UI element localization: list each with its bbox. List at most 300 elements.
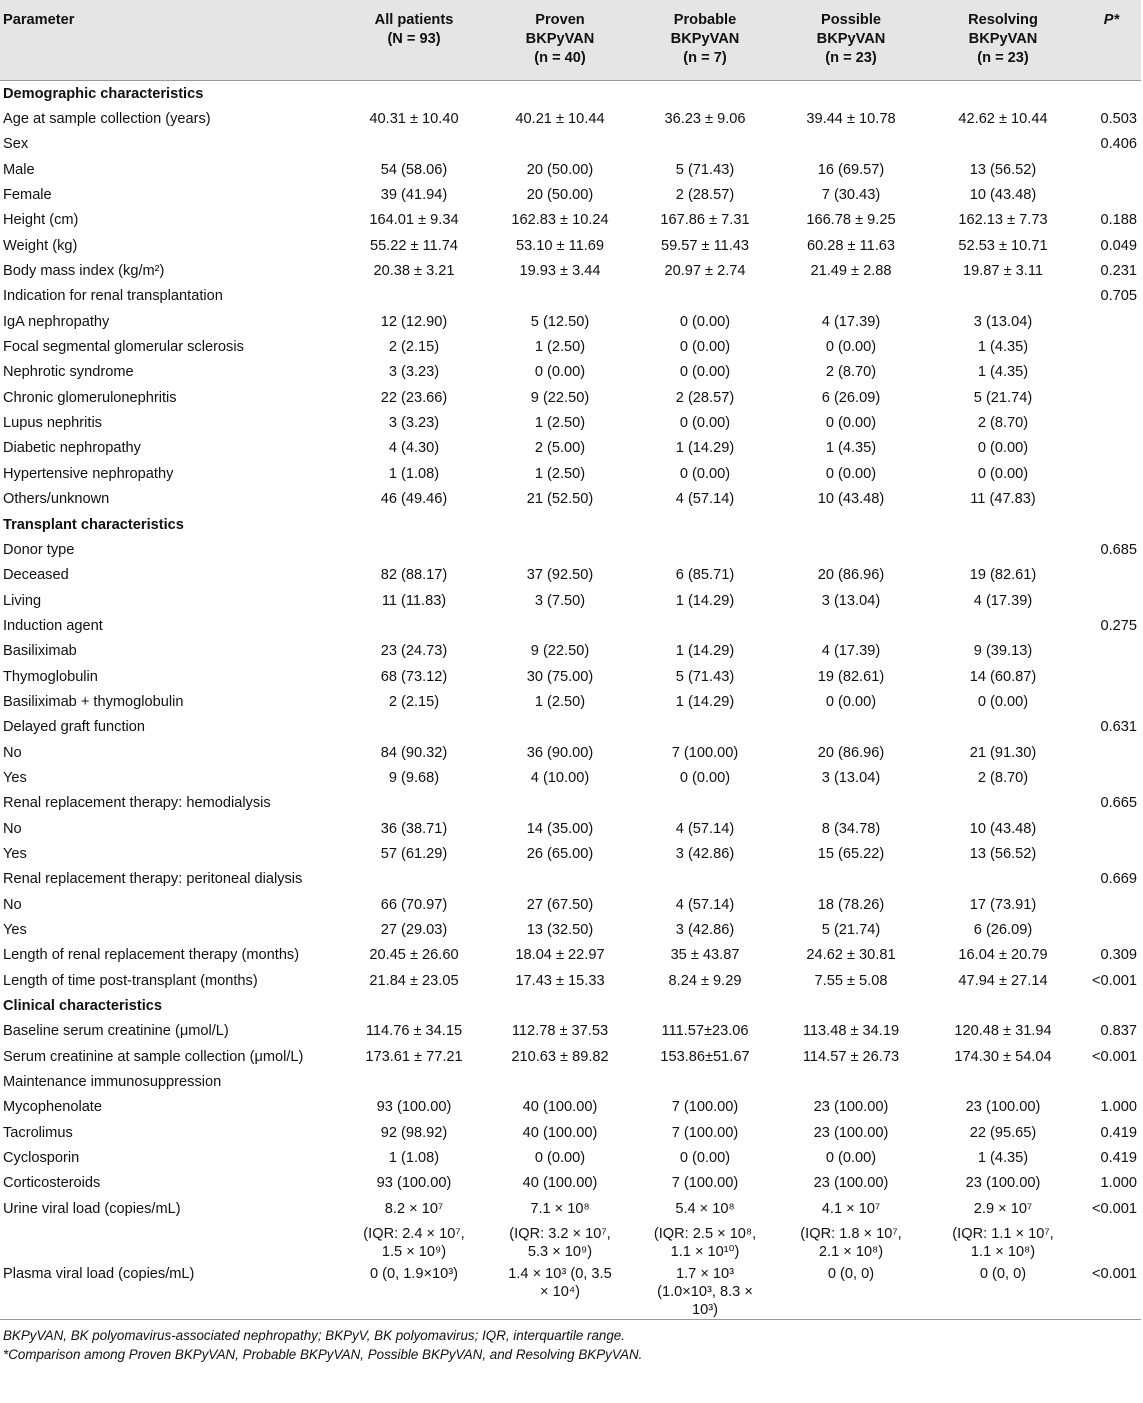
table-row bbox=[0, 867, 1141, 892]
value-cell: 11 (11.83) bbox=[381, 592, 447, 609]
value-line: (IQR: 1.1 × 10⁷, bbox=[952, 1226, 1054, 1243]
value-cell: 40.21 ± 10.44 bbox=[515, 111, 605, 128]
value-cell: 46 (49.46) bbox=[380, 491, 448, 508]
value-cell: 19.87 ± 3.11 bbox=[963, 263, 1043, 280]
p-value-cell bbox=[1082, 157, 1141, 182]
value-cell: 111.57±23.06 bbox=[661, 1023, 749, 1040]
parameter-cell: Yes bbox=[3, 922, 27, 939]
value-cell: 68 (73.12) bbox=[380, 668, 448, 685]
value-cell: 0 (0.00) bbox=[534, 1150, 586, 1167]
value-cell: 4 (57.14) bbox=[675, 820, 735, 837]
value-cell: 1 (4.35) bbox=[825, 440, 877, 457]
value-cell: 2 (8.70) bbox=[825, 364, 877, 381]
value-line: 1.7 × 10³ bbox=[675, 1266, 734, 1283]
value-cell: 4 (57.14) bbox=[675, 896, 735, 913]
value-cell: 84 (90.32) bbox=[380, 744, 448, 761]
section-header-row bbox=[0, 993, 1141, 1018]
parameter-cell: Nephrotic syndrome bbox=[3, 364, 134, 381]
table-row bbox=[0, 968, 1141, 993]
value-cell bbox=[632, 613, 778, 638]
value-line: 2.1 × 10⁸) bbox=[818, 1244, 884, 1261]
value-cell: 36.23 ± 9.06 bbox=[664, 111, 746, 128]
parameter-cell: Urine viral load (copies/mL) bbox=[3, 1200, 181, 1217]
value-cell: 3 (3.23) bbox=[388, 364, 440, 381]
table-row bbox=[0, 334, 1141, 359]
p-value-cell: 0.705 bbox=[1100, 288, 1137, 305]
value-cell: 17.43 ± 15.33 bbox=[515, 972, 605, 989]
value-cell: 40.31 ± 10.40 bbox=[369, 111, 459, 128]
value-cell: 0 (0.00) bbox=[679, 465, 731, 482]
value-cell: 22 (95.65) bbox=[969, 1124, 1037, 1141]
footnote-comparison: *Comparison among Proven BKPyVAN, Probable BKPyVAN, Possible BKPyVAN, and Resolving BKPyVAN. bbox=[3, 1347, 643, 1363]
value-cell: 0 (0.00) bbox=[679, 313, 731, 330]
value-cell: 26 (65.00) bbox=[526, 845, 594, 862]
p-value-cell bbox=[1082, 309, 1141, 334]
value-cell: 13 (32.50) bbox=[526, 922, 594, 939]
value-line: (IQR: 3.2 × 10⁷, bbox=[509, 1226, 611, 1243]
table-row bbox=[0, 1044, 1141, 1069]
table-row bbox=[0, 1019, 1141, 1044]
value-cell: 0 (0.00) bbox=[679, 364, 731, 381]
value-cell: 36 (38.71) bbox=[380, 820, 448, 837]
p-value-cell bbox=[1082, 461, 1141, 486]
table-row bbox=[0, 233, 1141, 258]
value-cell: 20 (86.96) bbox=[817, 744, 885, 761]
value-cell: 8.24 ± 9.29 bbox=[668, 972, 742, 989]
table-row bbox=[0, 689, 1141, 714]
p-value-cell bbox=[1082, 1221, 1141, 1261]
footnote-abbreviations: BKPyVAN, BK polyomavirus-associated nephropathy; BKPyV, BK polyomavirus; IQR, interquartile range. bbox=[3, 1328, 625, 1344]
table-row bbox=[0, 841, 1141, 866]
value-cell: 20 (50.00) bbox=[526, 161, 594, 178]
value-cell bbox=[632, 1221, 778, 1261]
value-cell bbox=[340, 132, 488, 157]
parameter-cell: Maintenance immunosuppression bbox=[3, 1074, 222, 1091]
value-cell: 1 (2.50) bbox=[534, 693, 586, 710]
p-value-cell bbox=[1082, 664, 1141, 689]
value-line: (IQR: 2.5 × 10⁸, bbox=[653, 1226, 757, 1243]
header-probable bbox=[632, 0, 778, 81]
table-row bbox=[0, 157, 1141, 182]
p-value-cell bbox=[1082, 816, 1141, 841]
table-footnotes bbox=[0, 1320, 1143, 1364]
value-cell: 120.48 ± 31.94 bbox=[954, 1023, 1052, 1040]
value-cell bbox=[488, 791, 632, 816]
value-cell: 0 (0.00) bbox=[679, 415, 731, 432]
value-cell: 164.01 ± 9.34 bbox=[369, 212, 459, 229]
header-proven bbox=[488, 0, 632, 81]
value-cell: 4 (17.39) bbox=[973, 592, 1033, 609]
table-row bbox=[0, 182, 1141, 207]
value-cell: 23 (100.00) bbox=[965, 1175, 1041, 1192]
value-cell: 3 (13.04) bbox=[973, 313, 1033, 330]
parameter-cell: Deceased bbox=[3, 567, 69, 584]
p-value-cell: 0.669 bbox=[1100, 871, 1137, 888]
parameter-cell: Basiliximab + thymoglobulin bbox=[3, 693, 184, 710]
header-possible bbox=[778, 0, 924, 81]
parameter-cell: Serum creatinine at sample collection (μmol/L) bbox=[3, 1048, 304, 1065]
header-line: BKPyVAN bbox=[968, 31, 1038, 47]
value-cell: 7 (100.00) bbox=[671, 744, 739, 761]
parameter-cell: Weight (kg) bbox=[3, 237, 78, 254]
value-cell bbox=[778, 1261, 924, 1320]
parameter-cell: Mycophenolate bbox=[3, 1099, 102, 1116]
value-cell: 66 (70.97) bbox=[380, 896, 448, 913]
value-cell: 1 (14.29) bbox=[675, 440, 735, 457]
parameter-cell: Yes bbox=[3, 769, 27, 786]
header-line: Possible bbox=[820, 12, 882, 28]
value-cell: 113.48 ± 34.19 bbox=[802, 1023, 900, 1040]
value-cell: 39.44 ± 10.78 bbox=[806, 111, 896, 128]
value-cell: 2.9 × 10⁷ bbox=[973, 1200, 1033, 1217]
table-row bbox=[0, 208, 1141, 233]
value-cell bbox=[340, 1221, 488, 1261]
value-cell: 13 (56.52) bbox=[969, 845, 1037, 862]
p-value-cell: 0.665 bbox=[1100, 795, 1137, 812]
value-cell: 10 (43.48) bbox=[969, 187, 1037, 204]
value-cell: 4 (4.30) bbox=[388, 440, 440, 457]
value-cell: 82 (88.17) bbox=[380, 567, 448, 584]
p-value-cell: 0.503 bbox=[1100, 111, 1137, 128]
value-cell: 7.55 ± 5.08 bbox=[814, 972, 888, 989]
table-row bbox=[0, 1069, 1141, 1094]
value-cell: 0 (0.00) bbox=[825, 1150, 877, 1167]
table-header-row bbox=[0, 0, 1141, 81]
value-cell: 4 (57.14) bbox=[675, 491, 735, 508]
value-line: 0 (0, 0) bbox=[979, 1266, 1027, 1283]
value-cell: 7 (100.00) bbox=[671, 1099, 739, 1116]
p-value-cell bbox=[1082, 436, 1141, 461]
value-cell: 21 (52.50) bbox=[526, 491, 594, 508]
value-cell: 22 (23.66) bbox=[380, 389, 448, 406]
p-value-cell: 0.275 bbox=[1100, 617, 1137, 634]
header-line: (n = 23) bbox=[977, 50, 1029, 66]
value-cell: 23 (24.73) bbox=[380, 643, 448, 660]
p-value-cell: 0.631 bbox=[1100, 719, 1137, 736]
value-cell: 27 (67.50) bbox=[526, 896, 594, 913]
value-cell: 1 (4.35) bbox=[977, 1150, 1029, 1167]
value-cell: 21.49 ± 2.88 bbox=[810, 263, 892, 280]
value-cell: 0 (0.00) bbox=[977, 440, 1029, 457]
parameter-cell: No bbox=[3, 820, 22, 837]
value-cell: 5 (21.74) bbox=[821, 922, 881, 939]
section-title: Transplant characteristics bbox=[3, 516, 184, 533]
value-cell: 1 (2.50) bbox=[534, 415, 586, 432]
p-value-cell: 0.049 bbox=[1100, 237, 1137, 254]
value-cell: 1 (14.29) bbox=[675, 643, 735, 660]
table-row bbox=[0, 1261, 1141, 1320]
parameter-cell bbox=[0, 1221, 340, 1261]
value-cell: 162.13 ± 7.73 bbox=[958, 212, 1048, 229]
value-cell: 0 (0.00) bbox=[825, 415, 877, 432]
parameter-cell: Renal replacement therapy: hemodialysis bbox=[3, 795, 271, 812]
value-cell bbox=[924, 1069, 1082, 1094]
value-cell: 19 (82.61) bbox=[817, 668, 885, 685]
table-row bbox=[0, 537, 1141, 562]
value-cell bbox=[778, 715, 924, 740]
p-value-cell bbox=[1082, 334, 1141, 359]
table-row bbox=[0, 487, 1141, 512]
value-cell: 1 (2.50) bbox=[534, 465, 586, 482]
value-cell: 5.4 × 10⁸ bbox=[675, 1200, 735, 1217]
value-cell: 23 (100.00) bbox=[813, 1124, 889, 1141]
value-cell: 2 (5.00) bbox=[534, 440, 586, 457]
value-cell: 55.22 ± 11.74 bbox=[369, 237, 459, 254]
value-cell: 1 (14.29) bbox=[675, 592, 735, 609]
value-cell bbox=[924, 791, 1082, 816]
parameter-cell: Others/unknown bbox=[3, 491, 110, 508]
value-cell: 23 (100.00) bbox=[965, 1099, 1041, 1116]
value-cell: 20 (86.96) bbox=[817, 567, 885, 584]
value-cell: 5 (12.50) bbox=[530, 313, 590, 330]
value-cell: 2 (28.57) bbox=[675, 389, 735, 406]
value-cell: 15 (65.22) bbox=[817, 845, 885, 862]
value-cell: 4.1 × 10⁷ bbox=[821, 1200, 881, 1217]
parameter-cell: Baseline serum creatinine (μmol/L) bbox=[3, 1023, 229, 1040]
p-value-cell: 1.000 bbox=[1100, 1175, 1137, 1192]
value-cell: 9 (22.50) bbox=[530, 643, 590, 660]
p-value-cell bbox=[1082, 487, 1141, 512]
table-row bbox=[0, 284, 1141, 309]
value-cell: 9 (9.68) bbox=[388, 769, 440, 786]
table-row bbox=[0, 715, 1141, 740]
value-cell: 5 (21.74) bbox=[973, 389, 1033, 406]
value-cell bbox=[488, 284, 632, 309]
parameter-cell: Female bbox=[3, 187, 52, 204]
value-line: 10³) bbox=[692, 1302, 718, 1319]
value-cell: 6 (85.71) bbox=[675, 567, 735, 584]
value-cell: 10 (43.48) bbox=[817, 491, 885, 508]
value-cell bbox=[340, 284, 488, 309]
value-cell: 173.61 ± 77.21 bbox=[365, 1048, 463, 1065]
table-row bbox=[0, 816, 1141, 841]
value-cell bbox=[340, 715, 488, 740]
table-row bbox=[0, 639, 1141, 664]
p-value-cell bbox=[1082, 410, 1141, 435]
value-cell: 93 (100.00) bbox=[376, 1175, 452, 1192]
p-value-cell: <0.001 bbox=[1082, 1261, 1141, 1320]
value-cell: 2 (28.57) bbox=[675, 187, 735, 204]
table-row bbox=[0, 613, 1141, 638]
value-cell bbox=[778, 791, 924, 816]
value-cell: 3 (7.50) bbox=[534, 592, 586, 609]
value-cell: 1 (2.50) bbox=[534, 339, 586, 356]
value-cell: 0 (0.00) bbox=[825, 465, 877, 482]
value-cell: 4 (17.39) bbox=[821, 643, 881, 660]
value-cell: 92 (98.92) bbox=[380, 1124, 448, 1141]
value-cell: 2 (8.70) bbox=[977, 415, 1029, 432]
parameter-cell: Length of renal replacement therapy (months) bbox=[3, 947, 300, 964]
p-value-cell bbox=[1082, 385, 1141, 410]
value-cell: 0 (0.00) bbox=[534, 364, 586, 381]
section-header-row bbox=[0, 512, 1141, 537]
value-cell bbox=[778, 1069, 924, 1094]
value-cell: 40 (100.00) bbox=[522, 1175, 598, 1192]
value-cell: 18 (78.26) bbox=[817, 896, 885, 913]
p-value-cell: 0.406 bbox=[1100, 136, 1137, 153]
value-cell: 21.84 ± 23.05 bbox=[369, 972, 459, 989]
p-value-cell bbox=[1082, 588, 1141, 613]
p-value-cell bbox=[1082, 689, 1141, 714]
table-row bbox=[0, 588, 1141, 613]
p-value-cell bbox=[1082, 917, 1141, 942]
value-cell bbox=[340, 613, 488, 638]
table-body bbox=[0, 81, 1141, 1320]
value-cell: 10 (43.48) bbox=[969, 820, 1037, 837]
value-cell: 59.57 ± 11.43 bbox=[660, 237, 750, 254]
value-line: × 10⁴) bbox=[540, 1284, 580, 1301]
table-row bbox=[0, 917, 1141, 942]
table-row bbox=[0, 258, 1141, 283]
parameter-cell: Cyclosporin bbox=[3, 1150, 80, 1167]
value-cell bbox=[924, 1261, 1082, 1320]
parameter-cell: Renal replacement therapy: peritoneal dialysis bbox=[3, 871, 303, 888]
p-value-cell bbox=[1082, 360, 1141, 385]
value-cell bbox=[340, 791, 488, 816]
value-line: 5.3 × 10⁹) bbox=[527, 1244, 593, 1261]
value-cell: 0 (0.00) bbox=[977, 693, 1029, 710]
value-cell: 7 (100.00) bbox=[671, 1175, 739, 1192]
value-cell bbox=[778, 867, 924, 892]
header-all-patients bbox=[340, 0, 488, 81]
p-value-cell: 0.231 bbox=[1100, 263, 1137, 280]
value-cell bbox=[340, 1069, 488, 1094]
table-row bbox=[0, 943, 1141, 968]
table-row bbox=[0, 740, 1141, 765]
header-resolving bbox=[924, 0, 1082, 81]
value-cell bbox=[778, 537, 924, 562]
value-cell: 27 (29.03) bbox=[380, 922, 448, 939]
value-cell: 39 (41.94) bbox=[380, 187, 448, 204]
table-row bbox=[0, 385, 1141, 410]
header-line: BKPyVAN bbox=[816, 31, 886, 47]
value-cell: 53.10 ± 11.69 bbox=[515, 237, 605, 254]
value-cell bbox=[778, 284, 924, 309]
value-cell: 1 (1.08) bbox=[388, 465, 440, 482]
value-cell: 0 (0.00) bbox=[825, 339, 877, 356]
parameter-cell: Length of time post-transplant (months) bbox=[3, 972, 258, 989]
p-value-cell bbox=[1082, 1069, 1141, 1094]
p-value-cell bbox=[1082, 639, 1141, 664]
value-cell: 20.38 ± 3.21 bbox=[373, 263, 455, 280]
value-cell: 47.94 ± 27.14 bbox=[958, 972, 1048, 989]
value-cell: 162.83 ± 10.24 bbox=[511, 212, 609, 229]
table-row bbox=[0, 765, 1141, 790]
table-row bbox=[0, 461, 1141, 486]
value-cell: 16.04 ± 20.79 bbox=[958, 947, 1048, 964]
value-cell: 30 (75.00) bbox=[526, 668, 594, 685]
p-value-cell bbox=[1082, 182, 1141, 207]
table-row bbox=[0, 791, 1141, 816]
header-line: All patients bbox=[374, 12, 454, 28]
value-cell bbox=[632, 132, 778, 157]
value-cell bbox=[632, 1069, 778, 1094]
value-cell bbox=[488, 1221, 632, 1261]
parameter-cell: Tacrolimus bbox=[3, 1124, 73, 1141]
value-cell: 21 (91.30) bbox=[969, 744, 1037, 761]
value-cell: 57 (61.29) bbox=[380, 845, 448, 862]
parameter-cell: Living bbox=[3, 592, 42, 609]
value-cell: 6 (26.09) bbox=[973, 922, 1033, 939]
table-row bbox=[0, 1171, 1141, 1196]
value-cell: 13 (56.52) bbox=[969, 161, 1037, 178]
value-cell: 1 (4.35) bbox=[977, 339, 1029, 356]
parameter-cell: Donor type bbox=[3, 541, 75, 558]
value-cell: 18.04 ± 22.97 bbox=[515, 947, 605, 964]
value-cell: 24.62 ± 30.81 bbox=[806, 947, 896, 964]
p-value-cell: <0.001 bbox=[1091, 972, 1137, 989]
parameter-cell: Height (cm) bbox=[3, 212, 79, 229]
value-cell bbox=[488, 867, 632, 892]
value-cell: 16 (69.57) bbox=[817, 161, 885, 178]
section-title: Clinical characteristics bbox=[3, 998, 162, 1015]
header-line: Proven bbox=[535, 12, 585, 28]
parameter-cell: Yes bbox=[3, 845, 27, 862]
value-cell: 9 (22.50) bbox=[530, 389, 590, 406]
value-cell: 2 (2.15) bbox=[388, 339, 440, 356]
value-cell: 0 (0.00) bbox=[977, 465, 1029, 482]
value-cell: 12 (12.90) bbox=[380, 313, 448, 330]
p-value-cell bbox=[1082, 841, 1141, 866]
p-value-cell bbox=[1082, 892, 1141, 917]
header-line: (n = 40) bbox=[534, 50, 586, 66]
value-line: 1.1 × 10⁸) bbox=[970, 1244, 1036, 1261]
value-cell bbox=[340, 537, 488, 562]
value-cell: 1 (1.08) bbox=[388, 1150, 440, 1167]
value-cell: 114.76 ± 34.15 bbox=[365, 1023, 463, 1040]
value-cell: 93 (100.00) bbox=[376, 1099, 452, 1116]
p-value-cell bbox=[1082, 740, 1141, 765]
value-cell: 37 (92.50) bbox=[526, 567, 594, 584]
table-row bbox=[0, 106, 1141, 131]
value-cell: 6 (26.09) bbox=[821, 389, 881, 406]
value-cell: 210.63 ± 89.82 bbox=[511, 1048, 609, 1065]
header-line: BKPyVAN bbox=[525, 31, 595, 47]
value-cell bbox=[488, 613, 632, 638]
value-cell bbox=[924, 284, 1082, 309]
table-row bbox=[0, 563, 1141, 588]
value-cell bbox=[488, 1069, 632, 1094]
value-cell bbox=[924, 537, 1082, 562]
p-value-cell: <0.001 bbox=[1091, 1048, 1137, 1065]
value-cell: 52.53 ± 10.71 bbox=[958, 237, 1048, 254]
parameter-cell: Induction agent bbox=[3, 617, 103, 634]
value-cell bbox=[924, 867, 1082, 892]
value-cell: 3 (13.04) bbox=[821, 592, 881, 609]
value-cell bbox=[924, 132, 1082, 157]
p-value-cell bbox=[1082, 765, 1141, 790]
parameter-cell: Delayed graft function bbox=[3, 719, 145, 736]
value-cell: 11 (47.83) bbox=[970, 491, 1036, 508]
value-cell: 1 (4.35) bbox=[977, 364, 1029, 381]
value-cell bbox=[632, 791, 778, 816]
parameter-cell: Lupus nephritis bbox=[3, 415, 102, 432]
parameter-cell: Plasma viral load (copies/mL) bbox=[0, 1261, 340, 1320]
value-cell bbox=[632, 715, 778, 740]
value-cell bbox=[488, 132, 632, 157]
value-cell: 7 (30.43) bbox=[821, 187, 881, 204]
value-cell bbox=[340, 1261, 488, 1320]
p-value-cell: 0.309 bbox=[1100, 947, 1137, 964]
table-row bbox=[0, 1221, 1141, 1261]
value-cell: 19.93 ± 3.44 bbox=[519, 263, 601, 280]
value-cell: 7 (100.00) bbox=[671, 1124, 739, 1141]
parameter-cell: Body mass index (kg/m²) bbox=[3, 263, 165, 280]
parameter-cell: Chronic glomerulonephritis bbox=[3, 389, 177, 406]
parameter-cell: Male bbox=[3, 161, 35, 178]
value-cell: 153.86±51.67 bbox=[660, 1048, 750, 1065]
value-cell: 14 (60.87) bbox=[969, 668, 1037, 685]
